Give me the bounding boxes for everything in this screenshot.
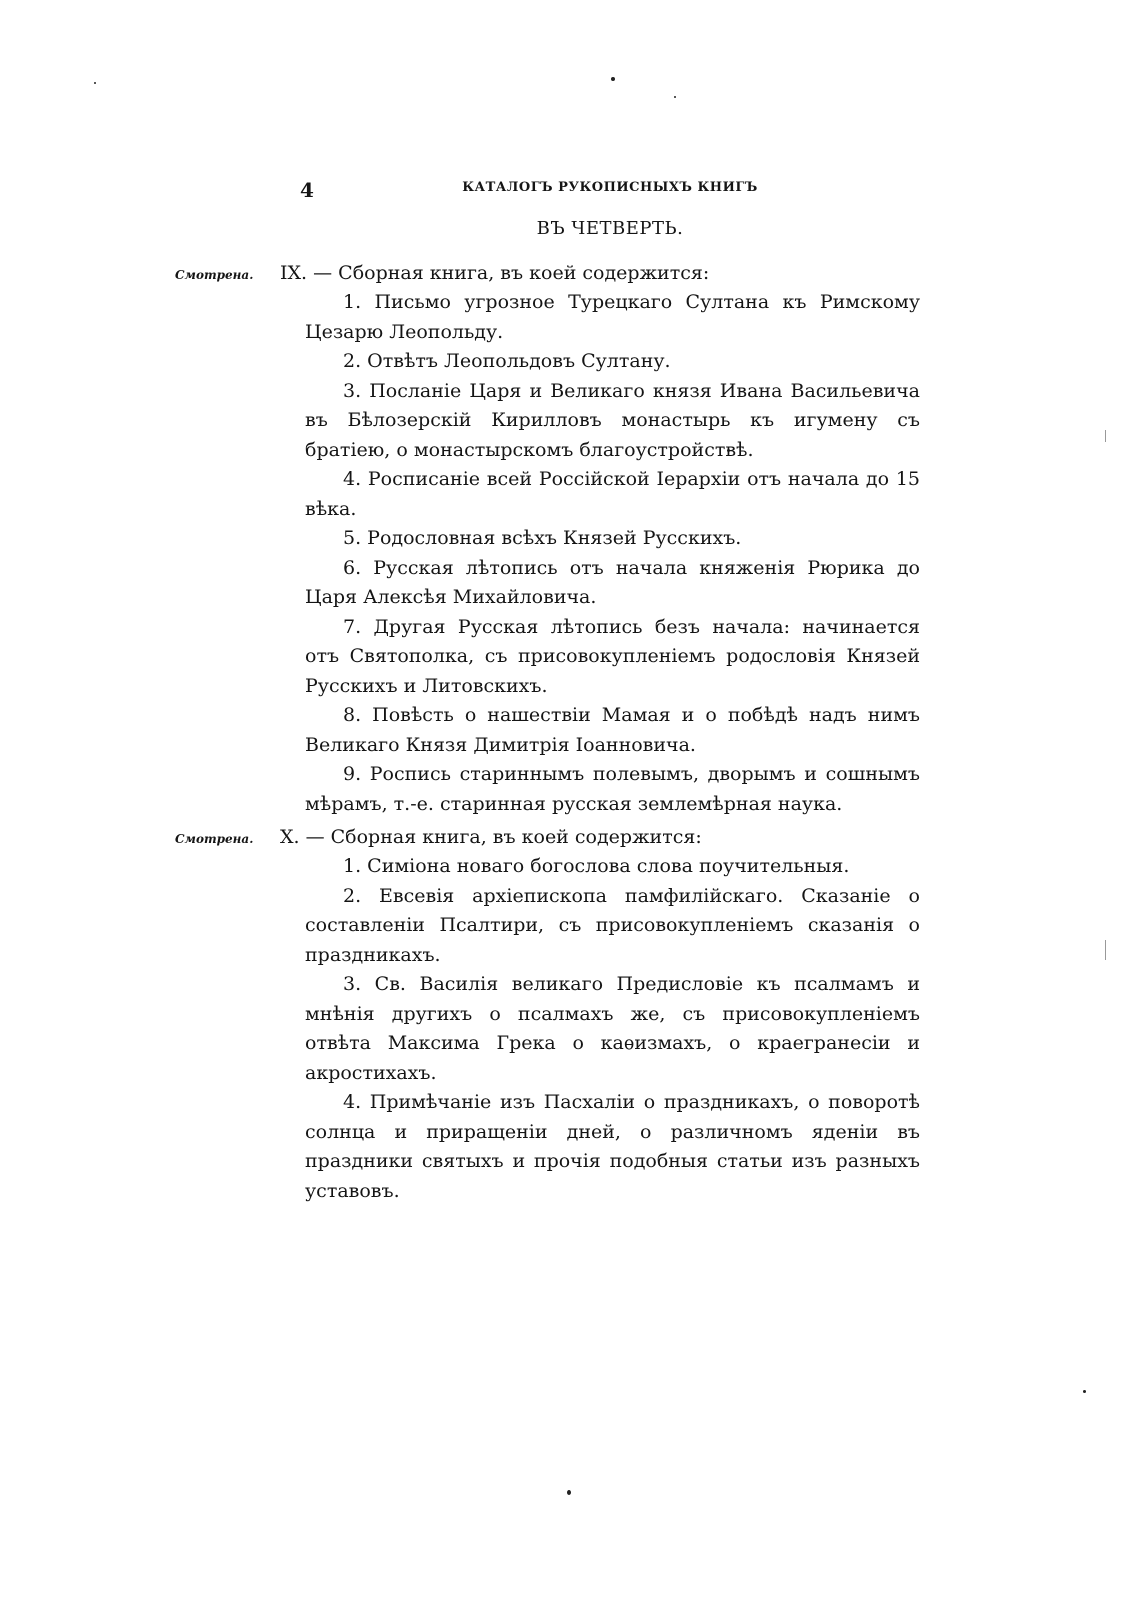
scan-speck [567,1490,571,1495]
scan-speck [674,96,676,98]
list-item: 3. Св. Василія великаго Предисловіе къ псалмамъ и мнѣнія другихъ о псалмахъ же, съ присовокупленіемъ отвѣта Максима Грека о каѳизмахъ, о краегранесіи и акростихахъ. [305,973,920,1084]
running-title: КАТАЛОГЪ РУКОПИСНЫХЪ КНИГЪ [462,180,758,195]
entry-heading: X. — Сборная книга, въ коей содержится: [280,826,702,848]
scan-speck [611,77,615,81]
list-item: 1. Письмо угрозное Турецкаго Султана къ Римскому Цезарю Леопольду. [305,291,920,343]
list-item: 6. Русская лѣтопись отъ начала княженія Рюрика до Царя Алексѣя Михайловича. [305,556,920,608]
running-header [300,178,920,202]
entry-contents-list [175,852,920,1206]
list-item: 3. Посланіе Царя и Великаго князя Ивана Васильевича въ Бѣлозерскій Кирилловъ монастырь къ игумену съ братіею, о монастырскомъ благоустройствѣ. [305,379,920,461]
margin-note: Смотрена. [175,268,254,282]
catalog-entry-x [175,822,920,1206]
list-item: 7. Другая Русская лѣтопись безъ начала: начинается отъ Святополка, съ присовокупленіемъ родословія Князей Русскихъ и Литовскихъ. [305,615,920,697]
scan-edge-mark [1105,940,1106,960]
list-item: 2. Отвѣтъ Леопольдовъ Султану. [343,350,671,372]
catalog-entry-ix [175,258,920,819]
list-item: 2. Евсевія архіепископа памфилійскаго. Сказаніе о составленіи Псалтири, съ присовокупленіемъ сказанія о праздникахъ. [305,884,920,966]
scan-edge-mark [1105,430,1106,442]
entry-head [175,822,920,852]
list-item: 1. Симіона новаго богослова слова поучительныя. [343,855,850,877]
entry-contents-list [175,288,920,819]
list-item: 4. Росписаніе всей Россійской Іерархіи отъ начала до 15 вѣка. [305,468,920,520]
list-item: 5. Родословная всѣхъ Князей Русскихъ. [343,527,742,549]
margin-note: Смотрена. [175,832,254,846]
list-item: 4. Примѣчаніе изъ Пасхаліи о праздникахъ, о поворотѣ солнца и приращеніи дней, о различномъ яденіи въ праздники святыхъ и прочія подобныя статьи изъ разныхъ уставовъ. [305,1091,920,1202]
list-item: 9. Роспись стариннымъ полевымъ, дворымъ и сошнымъ мѣрамъ, т.-е. старинная русская землемѣрная наука. [305,763,920,815]
list-item: 8. Повѣсть о нашествіи Мамая и о побѣдѣ надъ нимъ Великаго Князя Димитрія Іоанновича. [305,704,920,756]
page-number: 4 [300,178,314,202]
entry-head [175,258,920,288]
scan-speck [94,82,96,84]
entry-heading: IX. — Сборная книга, въ коей содержится: [280,262,710,284]
section-title: ВЪ ЧЕТВЕРТЬ. [536,218,684,239]
scan-speck [1083,1390,1086,1393]
